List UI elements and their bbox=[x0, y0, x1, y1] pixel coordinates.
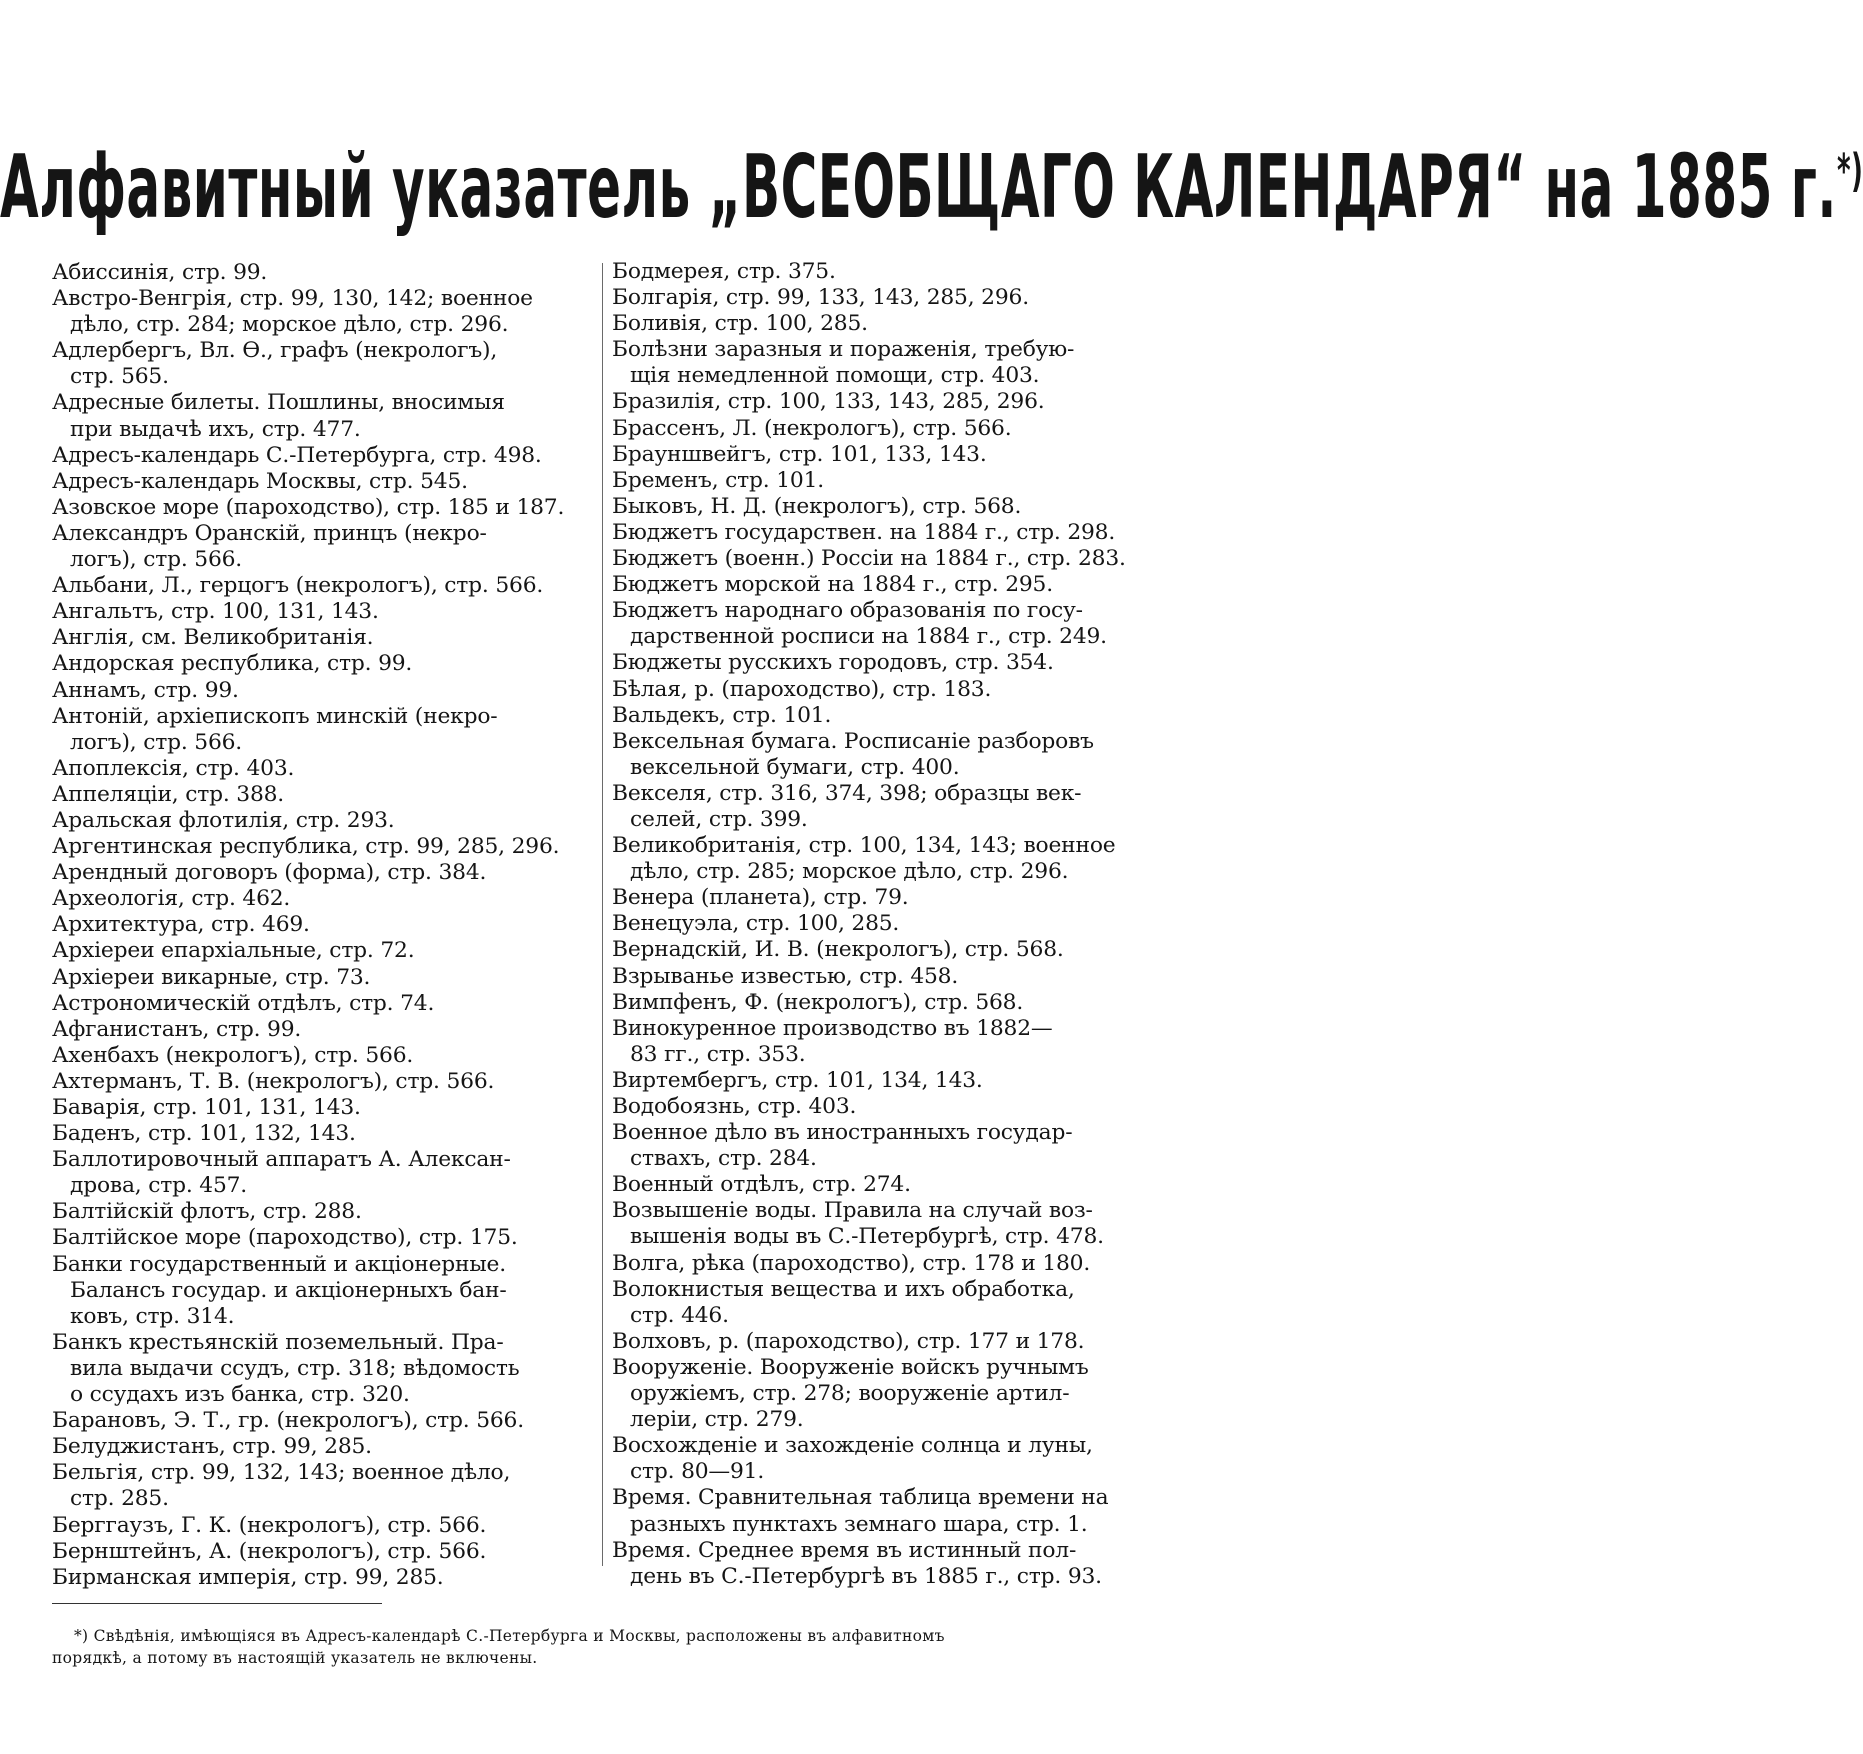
index-entry-line: Апоплексія, стр. 403. bbox=[52, 755, 295, 781]
index-entry-line: дарственной росписи на 1884 г., стр. 249. bbox=[630, 624, 1107, 650]
index-entry bbox=[52, 678, 592, 704]
index-entry-line: логъ), стр. 566. bbox=[70, 729, 243, 755]
index-entry-line: дѣло, стр. 284; морское дѣло, стр. 296. bbox=[70, 312, 509, 338]
index-entry bbox=[612, 598, 1154, 650]
index-entry-line: Бюджетъ народнаго образованія по госу- bbox=[612, 598, 1083, 624]
index-entry bbox=[52, 1069, 592, 1095]
index-entry-line: Англія, см. Великобританія. bbox=[52, 625, 374, 651]
index-entry bbox=[612, 1172, 1154, 1198]
index-entry-line: Великобританія, стр. 100, 134, 143; военное bbox=[612, 833, 1116, 859]
index-entry bbox=[612, 546, 1154, 572]
index-entry bbox=[52, 1513, 592, 1539]
index-entry-line: Александръ Оранскій, принцъ (некро- bbox=[52, 520, 487, 546]
index-entry bbox=[52, 338, 592, 390]
index-entry bbox=[612, 1329, 1154, 1355]
index-entry-line: Ахтерманъ, Т. В. (некрологъ), стр. 566. bbox=[52, 1068, 495, 1094]
index-entry-line: Взрыванье известью, стр. 458. bbox=[612, 963, 959, 989]
index-entry-line: Адресъ-календарь С.-Петербурга, стр. 498. bbox=[52, 442, 542, 468]
index-entry-line: день въ С.-Петербургѣ въ 1885 г., стр. 93. bbox=[630, 1563, 1102, 1589]
index-entry-line: дрова, стр. 457. bbox=[70, 1173, 248, 1199]
index-entry-line: Векселя, стр. 316, 374, 398; образцы век- bbox=[612, 780, 1082, 806]
index-entry-line: Банки государственный и акціонерные. bbox=[52, 1251, 506, 1277]
index-entry-line: Адлербергъ, Вл. Ѳ., графъ (некрологъ), bbox=[52, 338, 498, 364]
index-entry bbox=[612, 781, 1154, 833]
index-entry-line: Бременъ, стр. 101. bbox=[612, 467, 824, 493]
index-entry bbox=[612, 703, 1154, 729]
index-entry bbox=[52, 834, 592, 860]
index-entry-line: Бразилія, стр. 100, 133, 143, 285, 296. bbox=[612, 389, 1045, 415]
index-entry-line: Бирманская имперія, стр. 99, 285. bbox=[52, 1564, 444, 1590]
index-entry-line: Волга, рѣка (пароходство), стр. 178 и 180. bbox=[612, 1250, 1091, 1276]
index-entry-line: селей, стр. 399. bbox=[630, 806, 808, 832]
index-entry bbox=[612, 311, 1154, 337]
index-entry bbox=[52, 495, 592, 521]
index-entry-line: вышенія воды въ С.-Петербургѣ, стр. 478. bbox=[630, 1224, 1104, 1250]
index-entry bbox=[52, 651, 592, 677]
index-entry bbox=[612, 1538, 1154, 1590]
index-entry bbox=[612, 885, 1154, 911]
index-entry bbox=[52, 1565, 592, 1591]
index-entry-line: при выдачѣ ихъ, стр. 477. bbox=[70, 416, 361, 442]
index-entry bbox=[612, 1277, 1154, 1329]
index-entry-line: Вальдекъ, стр. 101. bbox=[612, 702, 832, 728]
index-entry-line: Бюджетъ государствен. на 1884 г., стр. 298. bbox=[612, 519, 1116, 545]
index-entry-line: Австро-Венгрія, стр. 99, 130, 142; военное bbox=[52, 286, 533, 312]
page-title bbox=[0, 91, 1863, 284]
index-entry bbox=[52, 469, 592, 495]
index-entry-line: Барановъ, Э. Т., гр. (некрологъ), стр. 566. bbox=[52, 1408, 524, 1434]
index-entry-line: Болгарія, стр. 99, 133, 143, 285, 296. bbox=[612, 285, 1029, 311]
index-entry-line: Азовское море (пароходство), стр. 185 и 187. bbox=[52, 494, 565, 520]
index-entry-line: ствахъ, стр. 284. bbox=[630, 1146, 817, 1172]
index-entry bbox=[52, 1539, 592, 1565]
index-entry-line: Вооруженіе. Вооруженіе войскъ ручнымъ bbox=[612, 1354, 1089, 1380]
index-entry-line: Альбани, Л., герцогъ (некрологъ), стр. 566. bbox=[52, 573, 544, 599]
index-entry bbox=[612, 729, 1154, 781]
index-entry-line: Волховъ, р. (пароходство), стр. 177 и 178. bbox=[612, 1328, 1085, 1354]
index-entry-line: Бюджеты русскихъ городовъ, стр. 354. bbox=[612, 650, 1054, 676]
index-entry-line: стр. 285. bbox=[70, 1486, 169, 1512]
index-entry-line: Бодмерея, стр. 375. bbox=[612, 259, 836, 284]
index-entry bbox=[612, 1433, 1154, 1485]
index-entry-line: о ссудахъ изъ банка, стр. 320. bbox=[70, 1382, 410, 1408]
index-entry-line: Балтійское море (пароходство), стр. 175. bbox=[52, 1225, 518, 1251]
index-entry-line: Аппеляціи, стр. 388. bbox=[52, 781, 285, 807]
index-entry-line: оружіемъ, стр. 278; вооруженіе артил- bbox=[630, 1381, 1070, 1407]
index-entry-line: Вексельная бумага. Росписаніе разборовъ bbox=[612, 728, 1094, 754]
index-entry-line: Боливія, стр. 100, 285. bbox=[612, 311, 868, 337]
index-entry bbox=[612, 572, 1154, 598]
index-entry bbox=[612, 494, 1154, 520]
index-entry-line: Бернштейнъ, А. (некрологъ), стр. 566. bbox=[52, 1538, 487, 1564]
index-entry bbox=[52, 965, 592, 991]
index-entry bbox=[52, 1434, 592, 1460]
index-entry-line: Балансъ государ. и акціонерныхъ бан- bbox=[70, 1277, 507, 1303]
index-entry bbox=[612, 1094, 1154, 1120]
index-entry-line: 83 гг., стр. 353. bbox=[630, 1041, 806, 1067]
index-entry-line: Архіереи викарные, стр. 73. bbox=[52, 964, 371, 990]
index-entry-line: Баллотировочный аппаратъ А. Алексан- bbox=[52, 1147, 511, 1173]
index-entry bbox=[612, 964, 1154, 990]
index-entry bbox=[612, 468, 1154, 494]
index-entry-line: Время. Сравнительная таблица времени на bbox=[612, 1485, 1109, 1511]
footnote-line: *) Свѣдѣнія, имѣющіяся въ Адресъ-календарѣ С.-Петербурга и Москвы, расположены въ алфавитномъ bbox=[74, 1627, 945, 1645]
index-entry-line: Ахенбахъ (некрологъ), стр. 566. bbox=[52, 1042, 414, 1068]
index-entry-line: леріи, стр. 279. bbox=[630, 1407, 804, 1433]
footnote-line: порядкѣ, а потому въ настоящій указатель не включены. bbox=[52, 1649, 538, 1667]
index-entry-line: Адресъ-календарь Москвы, стр. 545. bbox=[52, 468, 468, 494]
index-entry bbox=[52, 1252, 592, 1330]
index-entry-line: Андорская республика, стр. 99. bbox=[52, 651, 413, 677]
index-entry bbox=[52, 625, 592, 651]
index-entry-line: Быковъ, Н. Д. (некрологъ), стр. 568. bbox=[612, 493, 1022, 519]
index-entry bbox=[612, 1016, 1154, 1068]
index-entry-line: Белуджистанъ, стр. 99, 285. bbox=[52, 1434, 372, 1460]
index-column-left bbox=[52, 260, 592, 1591]
index-entry-line: Ангальтъ, стр. 100, 131, 143. bbox=[52, 599, 379, 625]
index-entry bbox=[52, 1460, 592, 1512]
index-entry bbox=[612, 416, 1154, 442]
footnote bbox=[52, 1625, 1162, 1669]
index-entry-line: Астрономическій отдѣлъ, стр. 74. bbox=[52, 990, 435, 1016]
index-entry bbox=[612, 285, 1154, 311]
index-entry-line: Бюджетъ морской на 1884 г., стр. 295. bbox=[612, 572, 1053, 598]
index-entry-line: Археологія, стр. 462. bbox=[52, 886, 291, 912]
index-entry-line: Афганистанъ, стр. 99. bbox=[52, 1016, 302, 1042]
index-entry-line: Водобоязнь, стр. 403. bbox=[612, 1094, 857, 1119]
index-entry-line: Арендный договоръ (форма), стр. 384. bbox=[52, 860, 487, 886]
index-entry bbox=[52, 1121, 592, 1147]
index-entry bbox=[612, 442, 1154, 468]
index-entry bbox=[612, 911, 1154, 937]
index-entry bbox=[52, 286, 592, 338]
index-entry-line: вексельной бумаги, стр. 400. bbox=[630, 754, 960, 780]
index-entry bbox=[612, 1198, 1154, 1250]
index-entry-line: Возвышеніе воды. Правила на случай воз- bbox=[612, 1198, 1093, 1224]
index-entry bbox=[52, 1095, 592, 1121]
index-entry-line: Балтійскій флотъ, стр. 288. bbox=[52, 1199, 362, 1225]
index-entry bbox=[52, 1043, 592, 1069]
index-entry-line: Абиссинія, стр. 99. bbox=[52, 260, 268, 285]
index-entry bbox=[52, 860, 592, 886]
index-entry-line: стр. 565. bbox=[70, 364, 169, 390]
index-column-right bbox=[612, 260, 1154, 1590]
index-entry bbox=[52, 1225, 592, 1251]
index-entry bbox=[612, 650, 1154, 676]
index-entry bbox=[612, 1120, 1154, 1172]
index-entry bbox=[612, 337, 1154, 389]
index-entry bbox=[52, 756, 592, 782]
index-entry-line: логъ), стр. 566. bbox=[70, 547, 243, 573]
index-entry bbox=[612, 259, 1154, 285]
index-entry-line: разныхъ пунктахъ земнаго шара, стр. 1. bbox=[630, 1511, 1088, 1537]
index-entry bbox=[52, 1408, 592, 1434]
index-entry-line: Брауншвейгъ, стр. 101, 133, 143. bbox=[612, 441, 987, 467]
index-entry bbox=[612, 1251, 1154, 1277]
index-entry bbox=[612, 833, 1154, 885]
index-entry bbox=[52, 808, 592, 834]
index-entry-line: Антоній, архіепископъ минскій (некро- bbox=[52, 703, 498, 729]
index-entry-line: Аргентинская республика, стр. 99, 285, 296. bbox=[52, 834, 560, 860]
index-entry-line: Берггаузъ, Г. К. (некрологъ), стр. 566. bbox=[52, 1512, 487, 1538]
index-entry-line: Бюджетъ (военн.) Россіи на 1884 г., стр. 283. bbox=[612, 546, 1126, 572]
footnote-rule bbox=[52, 1603, 382, 1604]
index-entry-line: Архитектура, стр. 469. bbox=[52, 912, 310, 938]
index-entry-line: стр. 80—91. bbox=[630, 1459, 765, 1485]
index-entry-line: Восхожденіе и захожденіе солнца и луны, bbox=[612, 1433, 1093, 1459]
index-entry-line: Время. Среднее время въ истинный пол- bbox=[612, 1537, 1077, 1563]
index-entry-line: Баварія, стр. 101, 131, 143. bbox=[52, 1095, 361, 1120]
index-entry bbox=[612, 389, 1154, 415]
index-entry bbox=[52, 938, 592, 964]
index-entry-line: Бѣлая, р. (пароходство), стр. 183. bbox=[612, 676, 992, 702]
index-entry bbox=[52, 1199, 592, 1225]
index-entry-line: Венера (планета), стр. 79. bbox=[612, 885, 909, 911]
title-text: Алфавитный указатель „ВСЕОБЩАГО КАЛЕНДАРЯ“ на 1885 г. bbox=[0, 136, 1837, 238]
index-entry-line: вила выдачи ссудъ, стр. 318; вѣдомость bbox=[70, 1355, 520, 1381]
index-entry-line: Винокуренное производство въ 1882— bbox=[612, 1015, 1053, 1041]
index-entry-line: Бельгія, стр. 99, 132, 143; военное дѣло, bbox=[52, 1460, 511, 1486]
index-entry bbox=[612, 520, 1154, 546]
index-entry-line: Вернадскій, И. В. (некрологъ), стр. 568. bbox=[612, 937, 1064, 963]
index-entry bbox=[52, 1147, 592, 1199]
index-entry bbox=[52, 260, 592, 286]
index-entry bbox=[52, 599, 592, 625]
index-entry bbox=[52, 886, 592, 912]
index-entry-line: Болѣзни заразныя и пораженія, требую- bbox=[612, 337, 1075, 363]
index-entry-line: ковъ, стр. 314. bbox=[70, 1303, 235, 1329]
index-entry bbox=[52, 521, 592, 573]
index-entry bbox=[612, 1485, 1154, 1537]
index-entry-line: Аральская флотилія, стр. 293. bbox=[52, 807, 395, 833]
index-entry bbox=[52, 443, 592, 469]
index-entry-line: Волокнистыя вещества и ихъ обработка, bbox=[612, 1276, 1075, 1302]
index-entry-line: Брассенъ, Л. (некрологъ), стр. 566. bbox=[612, 415, 1012, 441]
footnote-mark: *) bbox=[1836, 145, 1863, 199]
index-entry-line: стр. 446. bbox=[630, 1302, 729, 1328]
index-entry bbox=[52, 704, 592, 756]
index-entry-line: Адресные билеты. Пошлины, вносимыя bbox=[52, 390, 505, 416]
index-entry-line: Военное дѣло въ иностранныхъ государ- bbox=[612, 1120, 1073, 1146]
column-divider bbox=[602, 263, 603, 1566]
index-entry-line: Банкъ крестьянскій поземельный. Пра- bbox=[52, 1329, 504, 1355]
index-entry-line: Баденъ, стр. 101, 132, 143. bbox=[52, 1121, 356, 1147]
index-entry bbox=[52, 1017, 592, 1043]
index-entry bbox=[52, 573, 592, 599]
index-entry bbox=[52, 390, 592, 442]
index-entry-line: Вимпфенъ, Ф. (некрологъ), стр. 568. bbox=[612, 989, 1024, 1015]
index-entry bbox=[612, 1355, 1154, 1433]
index-entry bbox=[52, 782, 592, 808]
index-entry-line: Архіереи епархіальные, стр. 72. bbox=[52, 938, 415, 964]
index-entry bbox=[612, 990, 1154, 1016]
index-entry-line: Виртембергъ, стр. 101, 134, 143. bbox=[612, 1067, 983, 1093]
index-entry-line: щія немедленной помощи, стр. 403. bbox=[630, 363, 1040, 389]
index-entry-line: Аннамъ, стр. 99. bbox=[52, 677, 239, 703]
index-entry bbox=[612, 677, 1154, 703]
index-entry-line: Венецуэла, стр. 100, 285. bbox=[612, 911, 900, 937]
index-entry bbox=[52, 1330, 592, 1408]
index-entry bbox=[52, 991, 592, 1017]
index-entry bbox=[52, 912, 592, 938]
index-entry bbox=[612, 937, 1154, 963]
index-entry bbox=[612, 1068, 1154, 1094]
index-entry-line: дѣло, стр. 285; морское дѣло, стр. 296. bbox=[630, 859, 1069, 885]
index-entry-line: Военный отдѣлъ, стр. 274. bbox=[612, 1172, 911, 1198]
